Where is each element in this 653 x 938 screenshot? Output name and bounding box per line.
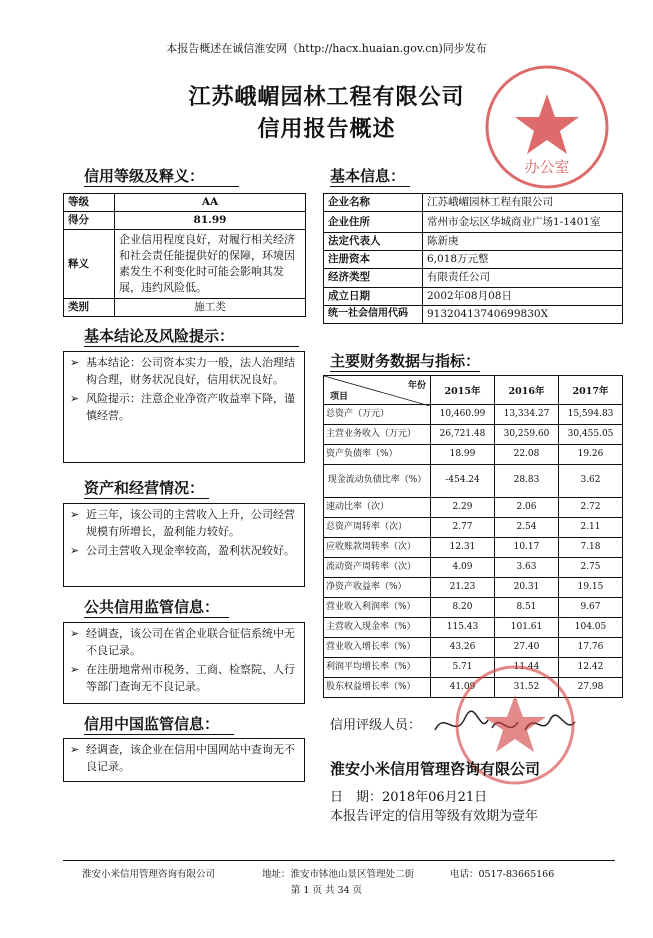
financial-row-label: 现金流动负债比率（%） [324,465,431,498]
financial-value: 7.18 [559,538,623,558]
bullet-arrow-icon: ➢ [70,508,80,521]
financial-value: -454.24 [431,465,495,498]
conclusion-section-title: 基本结论及风险提示： [84,325,299,347]
public-credit-section-title: 公共信用监管信息： [84,596,229,618]
grade-label: 等级 [64,194,115,212]
credit-code-value: 91320413740699830X [423,305,623,323]
credit-code-label: 统一社会信用代码 [324,305,423,323]
score-value: 81.99 [115,212,306,230]
report-title: 信用报告概述 [257,116,396,142]
conclusion-item: ➢ 基本结论：公司资本实力一般，法人治理结构合理，财务状况良好，信用状况良好。 [70,356,295,386]
financial-row-label: 净资产收益率（%） [324,578,431,598]
financial-row-label: 资产负债率（%） [324,445,431,465]
financial-row [324,638,623,658]
financial-value: 28.83 [495,465,559,498]
financial-row [324,598,623,618]
year-header: 2017年 [559,376,623,405]
econ-type-value: 有限责任公司 [423,269,623,287]
seal-text: 办公室 [524,158,570,176]
bullet-arrow-icon: ➢ [70,392,80,405]
financial-value: 10,460.99 [431,405,495,425]
financial-value: 30,259.60 [495,425,559,445]
financial-value: 115.43 [431,618,495,638]
meaning-value: 企业信用程度良好，对履行相关经济和社会责任能提供好的保障，环境因素发生不利变化时可能会影响其发展，违约风险低。 [115,230,306,299]
financial-row-label: 总资产周转率（次） [324,518,431,538]
grade-value: AA [115,194,306,212]
assets-item: ➢ 公司主营收入现金率较高，盈利状况较好。 [70,544,295,557]
legal-rep-value: 陈新庚 [423,233,623,251]
page-number: 第 1 页 共 34 页 [290,885,363,896]
grade-section-title: 信用等级及释义： [84,165,239,187]
financial-value: 3.63 [495,558,559,578]
financial-value: 101.61 [495,618,559,638]
financial-row [324,558,623,578]
year-header: 2015年 [431,376,495,405]
company-name-value: 江苏峨嵋园林工程有限公司 [423,194,623,212]
financial-value: 26,721.48 [431,425,495,445]
financial-row [324,405,623,425]
bullet-arrow-icon: ➢ [70,544,80,557]
financial-value: 43.26 [431,638,495,658]
header-year-label: 年份 [407,381,426,391]
public-credit-item: ➢ 在注册地常州市税务、工商、检察院、人行等部门查询无不良记录。 [70,663,295,693]
footer-phone: 电话：0517-83665166 [450,869,555,880]
conclusion-box [63,351,305,463]
financial-row-label: 股东权益增长率（%） [324,678,431,698]
financial-row [324,618,623,638]
financial-value: 9.67 [559,598,623,618]
header-item-label: 项目 [330,392,349,402]
founded-value: 2002年08月08日 [423,287,623,305]
meaning-label: 释义 [64,230,115,299]
category-label: 类别 [64,299,115,317]
financial-value: 19.26 [559,445,623,465]
financial-row-label: 营业收入增长率（%） [324,638,431,658]
grade-table [63,193,306,317]
financial-table-body [324,405,623,698]
year-header: 2016年 [495,376,559,405]
assets-item: ➢ 近三年，该公司的主营收入上升，公司经营规模有所增长，盈利能力较好。 [70,508,295,538]
financial-value: 2.75 [559,558,623,578]
address-value: 常州市金坛区华城商业广场1-1401室 [423,212,623,233]
bullet-arrow-icon: ➢ [70,743,80,756]
footer-rule [63,860,615,861]
bullet-arrow-icon: ➢ [70,663,80,676]
financial-value: 2.29 [431,498,495,518]
financial-value: 2.06 [495,498,559,518]
financial-row-label: 主营收入现金率（%） [324,618,431,638]
financial-value: 2.72 [559,498,623,518]
financial-value: 11.44 [495,658,559,678]
validity-note: 本报告评定的信用等级有效期为壹年 [330,809,539,824]
financial-value: 104.05 [559,618,623,638]
capital-label: 注册资本 [324,251,423,269]
financial-row [324,465,623,498]
financial-value: 13,334.27 [495,405,559,425]
financial-row [324,498,623,518]
china-credit-item: ➢ 经调查，该企业在信用中国网站中查询无不良记录。 [70,743,295,773]
category-value: 施工类 [115,299,306,317]
address-label: 企业住所 [324,212,423,233]
financial-row-label: 营业收入利润率（%） [324,598,431,618]
report-title-company: 江苏峨嵋园林工程有限公司 [188,84,465,110]
financial-value: 31.52 [495,678,559,698]
financial-value: 15,594.83 [559,405,623,425]
financial-row-label: 流动资产周转率（次） [324,558,431,578]
bullet-arrow-icon: ➢ [70,627,80,640]
footer-company: 淮安小米信用管理咨询有限公司 [82,869,216,880]
assets-section-title: 资产和经营情况： [84,477,209,499]
financial-value: 19.15 [559,578,623,598]
company-name-label: 企业名称 [324,194,423,212]
financial-value: 27.40 [495,638,559,658]
financial-row [324,518,623,538]
financial-value: 8.20 [431,598,495,618]
report-date: 日 期：2018年06月21日 [330,790,488,805]
financial-value: 41.09 [431,678,495,698]
header-note: 本报告概述在诚信淮安网（http://hacx.huaian.gov.cn)同步发布 [166,42,487,55]
public-credit-item: ➢ 经调查，该公司在省企业联合征信系统中无不良记录。 [70,627,295,657]
assets-box [63,503,305,587]
financial-value: 22.08 [495,445,559,465]
financial-row-label: 利润平均增长率（%） [324,658,431,678]
agency-name: 淮安小米信用管理咨询有限公司 [330,760,541,778]
score-label: 得分 [64,212,115,230]
financial-value: 8.51 [495,598,559,618]
financial-value: 2.54 [495,518,559,538]
basic-info-table [323,193,623,324]
financial-value: 4.09 [431,558,495,578]
financial-value: 5.71 [431,658,495,678]
financial-value: 20.31 [495,578,559,598]
office-seal [482,62,612,192]
china-credit-section-title: 信用中国监管信息： [84,713,234,735]
basic-section-title: 基本信息： [330,165,410,187]
financial-value: 2.77 [431,518,495,538]
header-corner [324,376,431,405]
financial-value: 30,455.05 [559,425,623,445]
financial-row [324,445,623,465]
china-credit-box [63,738,305,782]
financial-value: 17.76 [559,638,623,658]
financial-value: 27.98 [559,678,623,698]
financial-value: 3.62 [559,465,623,498]
econ-type-label: 经济类型 [324,269,423,287]
capital-value: 6,018万元整 [423,251,623,269]
footer-address: 地址：淮安市钵池山景区管理处二街 [262,869,415,880]
bullet-arrow-icon: ➢ [70,356,80,369]
financial-row [324,425,623,445]
founded-label: 成立日期 [324,287,423,305]
public-credit-box [63,622,305,704]
risk-item: ➢ 风险提示：注意企业净资产收益率下降，谨慎经营。 [70,392,295,422]
financial-row-label: 总资产（万元） [324,405,431,425]
financial-section-title: 主要财务数据与指标： [330,352,481,370]
financial-table [323,375,623,698]
financial-value: 12.31 [431,538,495,558]
rater-label: 信用评级人员： [330,718,422,733]
financial-row-label: 应收账款周转率（次） [324,538,431,558]
financial-value: 12.42 [559,658,623,678]
financial-row-label: 主营业务收入（万元） [324,425,431,445]
financial-row [324,538,623,558]
legal-rep-label: 法定代表人 [324,233,423,251]
financial-value: 18.99 [431,445,495,465]
financial-row-label: 速动比率（次） [324,498,431,518]
financial-value: 21.23 [431,578,495,598]
financial-value: 10.17 [495,538,559,558]
financial-row [324,578,623,598]
financial-value: 2.11 [559,518,623,538]
